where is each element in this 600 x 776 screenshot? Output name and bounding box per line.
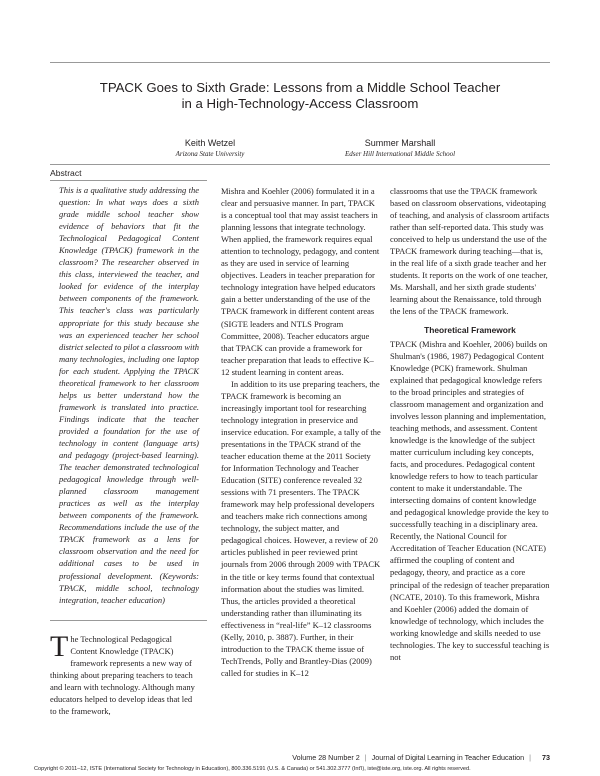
author-1 bbox=[140, 138, 280, 159]
author-name: Keith Wetzel bbox=[184, 138, 236, 148]
column-3 bbox=[390, 185, 550, 663]
article-title bbox=[60, 80, 540, 111]
abstract-top-rule bbox=[50, 164, 550, 165]
column-1-intro bbox=[50, 630, 200, 717]
page-number: 73 bbox=[542, 753, 550, 762]
title-line-2: in a High-Technology-Access Classroom bbox=[181, 95, 419, 111]
drop-cap: T bbox=[50, 630, 69, 663]
author-2 bbox=[300, 138, 500, 159]
title-line-1: TPACK Goes to Sixth Grade: Lessons from a Middle School Teacher bbox=[99, 80, 501, 95]
copyright-notice: Copyright © 2011–12, ISTE (International Society for Technology in Education), 800.336.5191 (U.S. & Canada) or 541.302.3777 (Int'l), iste@iste.org, iste.org. All rights reserved. bbox=[34, 766, 471, 772]
journal-name: Journal of Digital Learning in Teacher Education bbox=[371, 753, 525, 762]
abstract-bottom-rule bbox=[50, 620, 207, 621]
author-affiliation: Edser Hill International Middle School bbox=[344, 150, 456, 158]
abstract-label: Abstract bbox=[50, 168, 82, 178]
top-rule bbox=[50, 62, 550, 63]
footer-separator: | bbox=[364, 753, 367, 762]
intro-paragraph: he Technological Pedagogical Content Knowledge (TPACK) framework represents a new way of thinking about preparing teachers to teach and learn with technology. Although many educators helped to develop ideas that led to the framework, bbox=[50, 634, 195, 717]
page-footer bbox=[292, 753, 550, 762]
author-affiliation: Arizona State University bbox=[175, 150, 245, 158]
abstract-label-rule bbox=[50, 180, 207, 181]
abstract-text: This is a qualitative study addressing the question: In what ways does a sixth grade middle school teacher show evidence of behaviors that fit the Technological Pedagogical Content Knowledge (TPACK) framework in the classroom? The researcher observed in this class, interviewed the teacher, and looked for evidence of the interplay between components of the framework. This teacher's class was particularly appropriate for this study because she was an experienced teacher her school district selected to pilot a classroom with many technologies, including one laptop for each student. Applying the TPACK theoretical framework to her classroom helps us better understand how the framework is translated into practice. Findings indicate that the teacher provided a foundation for the use of technology in content (language arts) and pedagogy (project-based learning). The teacher demonstrated technological pedagogical knowledge through well-planned classroom management practices as well as the interplay between components of the framework. Recommendations include the use of the TPACK framework as a lens for classroom observation and the need for additional cases to be used in professional development. (Keywords: TPACK, middle school, technology integration, teacher education) bbox=[59, 185, 199, 605]
author-name: Summer Marshall bbox=[364, 138, 436, 148]
column-2 bbox=[221, 185, 381, 679]
volume-info: Volume 28 Number 2 bbox=[292, 753, 360, 762]
paragraph: In addition to its use preparing teachers, the TPACK framework is becoming an increasingly important tool for researching technology integration in preservice and inservice education. For example, a tally of the presentations in the TPACK strand of the teacher education theme at the 2011 Society for Information Technology and Teacher Education (SITE) conference revealed 32 sessions with 71 presenters. The TPACK framework may help professional developers and teachers make rich connections among technology, the subject matter, and pedagogical choices. However, a review of 20 articles published in peer reviewed print journals from 2006 through 2009 with TPACK in the title or key terms found that contextual information about the studies was limited. Thus, the articles provided a theoretical understanding rather than illuminating its effectiveness in “real-life” K–12 classrooms (Kelly, 2010, p. 3887). Further, in their introduction to the TPACK theme issue of TechTrends, Polly and Brantley-Dias (2009) called for studies in K–12 bbox=[221, 378, 381, 678]
footer-separator: | bbox=[529, 753, 531, 762]
paragraph: classrooms that use the TPACK framework based on classroom observations, videotaping of teaching, and analysis of classroom artifacts rather than self-reported data. This study was conceived to help us understand the use of the TPACK framework during teaching—that is, in the real life of a sixth grade teacher and her students. It reports on the work of one teacher, Ms. Marshall, and her sixth grade students' learning about the Renaissance, told through the lens of the TPACK framework. bbox=[390, 186, 550, 317]
paragraph: TPACK (Mishra and Koehler, 2006) builds on Shulman's (1986, 1987) Pedagogical Content Knowledge (PCK) framework. Shulman explained that pedagogical knowledge refers to the broad principles and strategies of classroom management and organization and involves lesson planning and implementation, teaching methods, and assessment. Content knowledge is the knowledge of the subject matter curriculum including key concepts, facts, and procedures. Pedagogical content knowledge refers to how to teach particular content to make it understandable. The intersecting domains of content knowledge and pedagogical knowledge provide the key to successfully teaching in a disciplinary area. Recently, the National Council for Accreditation of Teacher Education (NCATE) affirmed the coupling of content and pedagogy, theory, and practice as a core principal of the redesign of teacher preparation (NCATE, 2010). To this framework, Mishra and Koehler (2006) added the domain of knowledge of technology, which includes the working knowledge and skills needed to use technologies. The key to successful teaching is not bbox=[390, 338, 550, 662]
paragraph: Mishra and Koehler (2006) formulated it in a clear and persuasive manner. In part, TPACK is a conceptual tool that may assist teachers in planning lessons that integrate technology. When applied, the framework requires equal attention to technology, pedagogy, and content as they are used in service of learning objectives. Leaders in teacher preparation for technology integration have helped educators gain a better understanding of the use of the TPACK framework in different content areas (SIGTE leaders and NTLS Program Committee, 2008). Teacher educators argue that TPACK can provide a framework for teacher preparation that leads to effective K–12 student learning in content areas. bbox=[221, 186, 380, 377]
section-heading: Theoretical Framework bbox=[424, 324, 516, 335]
